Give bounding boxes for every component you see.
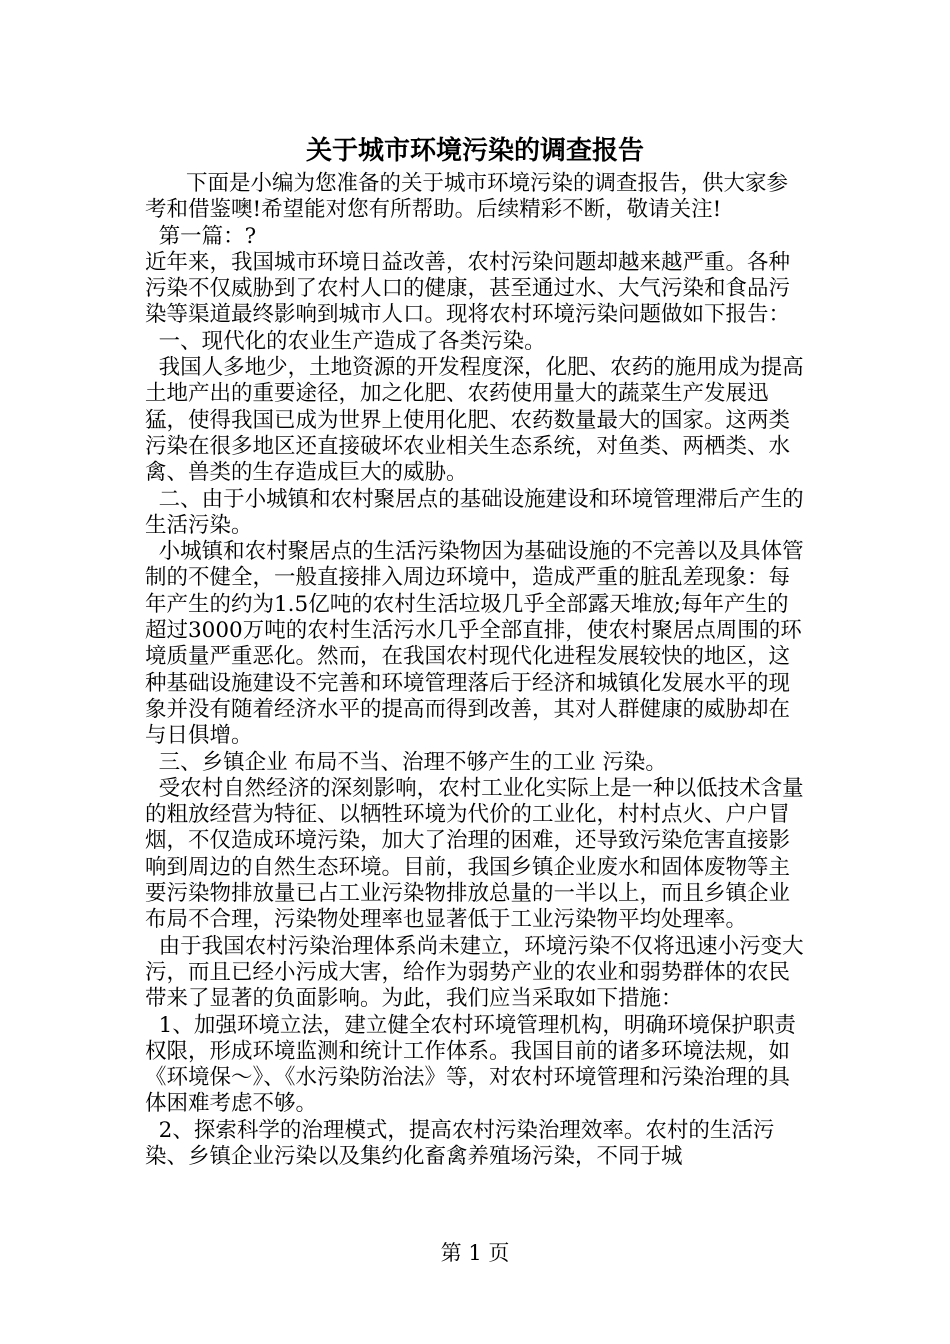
heading-industrial-pollution: 三、乡镇企业 布局不当、治理不够产生的工业 污染。 xyxy=(145,749,667,775)
document-title: 关于城市环境污染的调查报告 xyxy=(305,136,644,166)
section-heading-first-article: 第一篇：? xyxy=(145,223,257,249)
paragraph-living-pollution: 小城镇和农村聚居点的生活污染物因为基础设施的不完善以及具体管制的不健全，一般直接排入周边环境中，造成严重的脏乱差现象：每年产生的约为1.5亿吨的农村生活垃圾几乎全部露天堆放;每年产生的超过3000万吨的农村生活污水几乎全部直排，使农村聚居点周围的环境质量严重恶化。然而，在我国农村现代化进程发展较快的地区，这种基础设施建设不完善和环境管理落后于经济和城镇化发展水平的现象并没有随着经济水平的提高而得到改善，其对人群健康的威胁却在与日俱增。 xyxy=(145,539,804,749)
paragraph-agricultural-pollution: 我国人多地少，土地资源的开发程度深，化肥、农药的施用成为提高土地产出的重要途径，加之化肥、农药使用量大的蔬菜生产发展迅猛，使得我国已成为世界上使用化肥、农药数量最大的国家。这两类污染在很多地区还直接破坏农业相关生态系统，对鱼类、两栖类、水禽、兽类的生存造成巨大的威胁。 xyxy=(145,355,804,486)
document-body xyxy=(145,171,805,1170)
page-number-footer: 第 1 页 xyxy=(440,1241,510,1265)
paragraph-measure-2: 2、探索科学的治理模式，提高农村污染治理效率。农村的生活污染、乡镇企业污染以及集约化畜禽养殖场污染，不同于城 xyxy=(145,1117,775,1169)
paragraph-measures-intro: 由于我国农村污染治理体系尚未建立，环境污染不仅将迅速小污变大污，而且已经小污成大害，给作为弱势产业的农业和弱势群体的农民带来了显著的负面影响。为此，我们应当采取如下措施： xyxy=(145,933,804,1012)
paragraph-measure-1: 1、加强环境立法，建立健全农村环境管理机构，明确环境保护职责权限，形成环境监测和统计工作体系。我国目前的诸多环境法规，如《环境保～》、《水污染防治法》等，对农村环境管理和污染治理的具体困难考虑不够。 xyxy=(145,1012,796,1117)
intro-paragraph: 下面是小编为您准备的关于城市环境污染的调查报告，供大家参考和借鉴噢!希望能对您有所帮助。后续精彩不断，敬请关注! xyxy=(145,171,789,223)
heading-living-pollution: 二、由于小城镇和农村聚居点的基础设施建设和环境管理滞后产生的生活污染。 xyxy=(145,486,804,538)
paragraph-industrial-pollution: 受农村自然经济的深刻影响，农村工业化实际上是一种以低技术含量的粗放经营为特征、以牺牲环境为代价的工业化，村村点火、户户冒烟，不仅造成环境污染，加大了治理的困难，还导致污染危害直接影响到周边的自然生态环境。目前，我国乡镇企业废水和固体废物等主要污染物排放量已占工业污染物排放总量的一半以上，而且乡镇企业布局不合理，污染物处理率也显著低于工业污染物平均处理率。 xyxy=(145,775,804,933)
paragraph-overview: 近年来，我国城市环境日益改善，农村污染问题却越来越严重。各种污染不仅威胁到了农村人口的健康，甚至通过水、大气污染和食品污染等渠道最终影响到城市人口。现将农村环境污染问题做如下报告： xyxy=(145,249,791,328)
heading-agricultural-pollution: 一、现代化的农业生产造成了各类污染。 xyxy=(145,328,546,354)
